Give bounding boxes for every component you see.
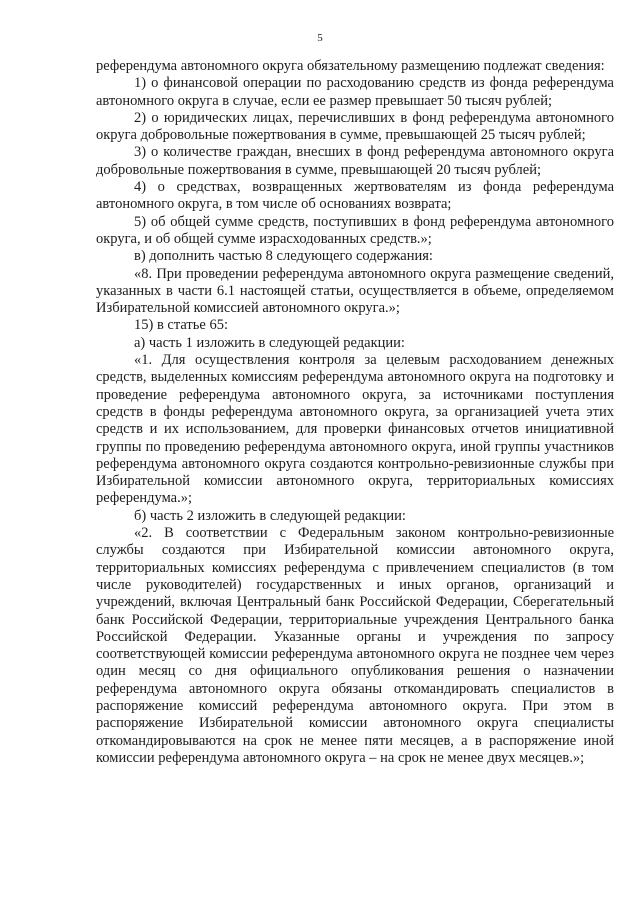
paragraph: 15) в статье 65: (134, 317, 228, 334)
paragraph: а) часть 1 изложить в следующей редакции: (134, 334, 405, 351)
paragraph: 5) об общей сумме средств, поступивших в фонд референдума автономного округа, и об общей сумме израсходованных средств.»; (96, 213, 614, 247)
paragraph: б) часть 2 изложить в следующей редакции: (134, 507, 406, 524)
document-body (96, 58, 614, 767)
paragraph: 1) о финансовой операции по расходованию средств из фонда референдума автономного округа в случае, если ее размер превышает 50 тысяч рублей; (96, 75, 614, 109)
paragraph: 2) о юридических лицах, перечисливших в фонд референдума автономного округа добровольные пожертвования в сумме, превышающей 25 тысяч рублей; (96, 109, 614, 144)
paragraph: 4) о средствах, возвращенных жертвователям из фонда референдума автономного округа, в том числе об основаниях возврата; (96, 179, 614, 213)
paragraph: в) дополнить частью 8 следующего содержания: (134, 248, 433, 265)
paragraph: 3) о количестве граждан, внесших в фонд референдума автономного округа добровольные пожертвования в сумме, превышающей 20 тысяч рублей; (96, 144, 614, 178)
paragraph: «1. Для осуществления контроля за целевым расходованием денежных средств, выделенных комиссиям референдума автономного округа на подготовку и проведение референдума автономного округа, за источниками поступления средств в фонды референдума автономного округа, за организацией учета этих средств и их использованием, для проверки финансовых отчетов инициативной группы по проведению референдума автономного округа, иной группы участников референдума автономного округа создаются контрольно-ревизионные службы при Избирательной комиссии автономного округа, территориальных комиссиях референдума.»; (96, 352, 614, 507)
page-number: 5 (317, 32, 323, 44)
paragraph: «2. В соответствии с Федеральным законом контрольно-ревизионные службы создаются при Избирательной комиссии автономного округа, территориальных комиссиях референдума с привлечением специалистов (в том числе руководителей) государственных и иных органов, организаций и учреждений, включая Центральный банк Российской Федерации, Сберегательный банк Российской Федерации, территориальные учреждения Центрального банка Российской Федерации. Указанные органы и учреждения по запросу соответствующей комиссии референдума автономного округа не позднее чем через один месяц со дня официального опубликования решения о назначении референдума автономного округа обязаны откомандировать специалистов в распоряжение комиссий референдума автономного округа. При этом в распоряжение Избирательной комиссии автономного округа специалисты откомандировываются на срок не менее пяти месяцев, а в распоряжение иной комиссии референдума автономного округа – на срок не менее двух месяцев.»; (96, 525, 614, 766)
paragraph: референдума автономного округа обязательному размещению подлежат сведения: (96, 58, 605, 74)
paragraph: «8. При проведении референдума автономного округа размещение сведений, указанных в части 6.1 настоящей статьи, осуществляется в объеме, определяемом Избирательной комиссией автономного округа.»; (96, 265, 614, 317)
